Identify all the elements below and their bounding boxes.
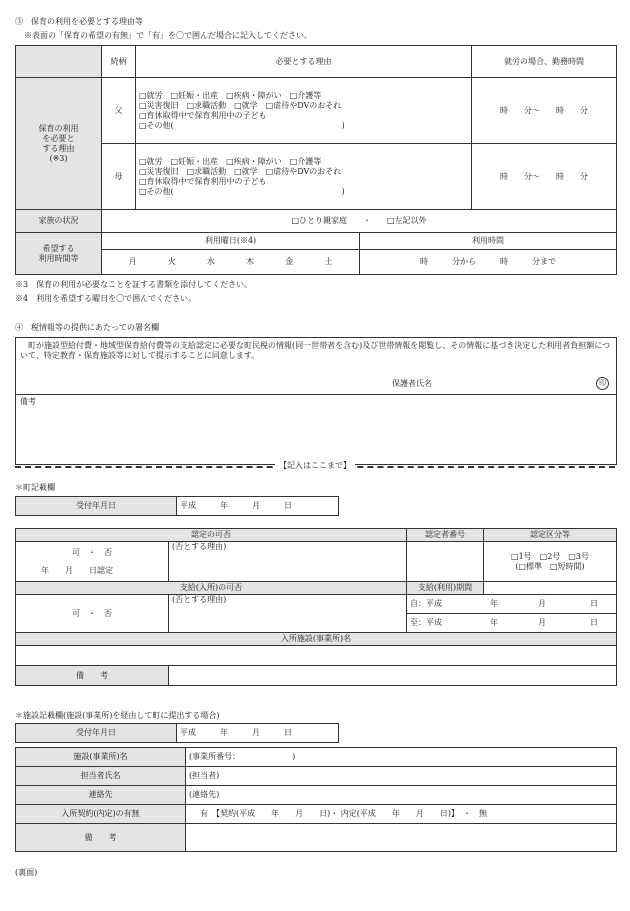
facility-received-label: 受付年月日 <box>16 724 177 743</box>
weekday-thu[interactable]: 木 <box>246 257 255 266</box>
contact-label: 連絡先 <box>16 786 186 805</box>
staff-label: 担当者氏名 <box>16 767 186 786</box>
consent-box <box>15 337 617 395</box>
cert-ka-hi-cell[interactable] <box>16 542 169 582</box>
facility-table <box>15 747 617 852</box>
weekday-tue[interactable]: 火 <box>167 257 176 266</box>
weekday-fri[interactable]: 金 <box>285 257 294 266</box>
footnote-4: ※4 利用を希望する曜日を〇で囲んでください。 <box>15 294 197 303</box>
facility-received-field[interactable]: 平成 年 月 日 <box>177 724 339 743</box>
family-label: 家族の状況 <box>16 210 102 233</box>
consent-text: 町が施設型給付費・地域型保育給付費等の支給認定に必要な町民税の情報(同一世帯者を含む)及び世帯情報を閲覧し、その情報に基づき決定した利用者負担額について、特定教育・保育施設等に対して提示することに同意します。 <box>20 341 611 360</box>
town-remarks-field[interactable] <box>169 666 617 686</box>
town-remarks-label: 備 考 <box>16 666 169 686</box>
days-header: 利用曜日(※4) <box>102 233 360 250</box>
mother-label: 母 <box>102 144 136 210</box>
col-relation-header: 続柄 <box>102 46 136 78</box>
town-received-label: 受付年月日 <box>16 497 177 516</box>
col-reason-header: 必要とする理由 <box>136 46 472 78</box>
cut-line-label: 【記入はここまで】 <box>275 461 355 470</box>
period-to-row[interactable]: 至：平成 年 月 日 <box>407 614 617 633</box>
cert-no-field[interactable] <box>407 542 484 582</box>
facility-name-input[interactable]: (事業所番号： ) <box>186 748 617 767</box>
supply-period-header-blank <box>484 582 617 595</box>
reason-table <box>15 45 617 233</box>
cert-date: 年 月 日認定 <box>41 565 113 575</box>
cert-header: 認定の可否 <box>16 529 407 542</box>
guardian-name-label: 保護者氏名 <box>392 379 432 388</box>
town-cert-table <box>15 528 617 686</box>
time-field[interactable]: 時 分から 時 分まで <box>360 250 617 275</box>
facility-name-header: 入所施設(事業所)名 <box>16 633 617 646</box>
period-from-row[interactable]: 自：平成 年 月 日 <box>407 595 617 614</box>
remarks-label: 備考 <box>20 397 36 406</box>
section3-note: ※表面の「保育の希望の有無」で「有」を〇で囲んだ場合に記入してください。 <box>24 31 312 40</box>
reason-table-corner <box>16 46 102 78</box>
father-label: 父 <box>102 78 136 144</box>
contact-field[interactable]: (連絡先) <box>186 786 617 805</box>
weekday-mon[interactable]: 月 <box>128 257 137 266</box>
section4-heading: ④ 税情報等の提供にあたっての署名欄 <box>15 323 159 332</box>
guardian-name-field[interactable] <box>458 377 593 390</box>
page-footer: (裏面) <box>15 868 38 877</box>
father-reason-checkboxes[interactable]: □就労 □妊娠・出産 □疾病・障がい □介護等 □災害復旧 □求職活動 □就学 □虐待やDVのおそれ □育休取得中で保育利用中の子ども □その他( ) <box>136 78 472 144</box>
supply-header: 支給(入所)の可否 <box>16 582 407 595</box>
reason-row-label: 保育の利用 を必要と する理由 (※3) <box>16 78 102 210</box>
mother-hours-field[interactable]: 時 分〜 時 分 <box>472 144 617 210</box>
cert-ka-hi[interactable]: 可 ・ 否 <box>72 547 112 557</box>
cert-no-header: 認定者番号 <box>407 529 484 542</box>
supply-reason-field[interactable]: (否とする理由) <box>169 595 407 633</box>
facility-name-label: 施設(事業所)名 <box>16 748 186 767</box>
supply-period-header: 支給(利用)期間 <box>407 582 484 595</box>
contract-label: 入所契約(内定)の有無 <box>16 805 186 824</box>
time-header: 利用時間 <box>360 233 617 250</box>
facility-received-table <box>15 723 339 743</box>
cert-class-header: 認定区分等 <box>484 529 617 542</box>
cert-reason-field[interactable]: (否とする理由) <box>169 542 407 582</box>
weekday-sat[interactable]: 土 <box>324 257 333 266</box>
town-received-table <box>15 496 339 516</box>
supply-ka-hi[interactable]: 可 ・ 否 <box>16 595 169 633</box>
staff-field[interactable]: (担当者) <box>186 767 617 786</box>
father-hours-field[interactable]: 時 分〜 時 分 <box>472 78 617 144</box>
section3-heading: ③ 保育の利用を必要とする理由等 <box>15 17 143 26</box>
facility-remarks-field[interactable] <box>186 824 617 852</box>
weekday-options[interactable] <box>102 250 360 275</box>
family-checkboxes[interactable]: □ひとり親家庭 ・ □左記以外 <box>102 210 617 233</box>
mother-reason-checkboxes[interactable]: □就労 □妊娠・出産 □疾病・障がい □介護等 □災害復旧 □求職活動 □就学 □虐待やDVのおそれ □育休取得中で保育利用中の子ども □その他( ) <box>136 144 472 210</box>
cert-class-cell[interactable]: □1号 □2号 □3号 (□標準 □短時間) <box>484 542 617 582</box>
facility-name-field[interactable] <box>16 646 617 666</box>
col-hours-header: 就労の場合、勤務時間 <box>472 46 617 78</box>
desired-label: 希望する 利用時間等 <box>16 233 102 275</box>
town-heading: ＊町記載欄 <box>15 483 55 492</box>
town-received-field[interactable]: 平成 年 月 日 <box>177 497 339 516</box>
contract-field[interactable]: 有 【契約(平成 年 月 日)・ 内定(平成 年 月 日)】 ・ 無 <box>186 805 617 824</box>
facility-remarks-label: 備 考 <box>16 824 186 852</box>
desired-time-table <box>15 232 617 275</box>
remarks-box[interactable] <box>15 393 617 465</box>
weekday-wed[interactable]: 水 <box>206 257 215 266</box>
facility-heading: ＊施設記載欄(施設(事業所)を経由して町に提出する場合) <box>15 711 220 720</box>
footnote-3: ※3 保育の利用が必要なことを証する書類を添付してください。 <box>15 280 253 289</box>
seal-mark: 印 <box>596 377 609 390</box>
